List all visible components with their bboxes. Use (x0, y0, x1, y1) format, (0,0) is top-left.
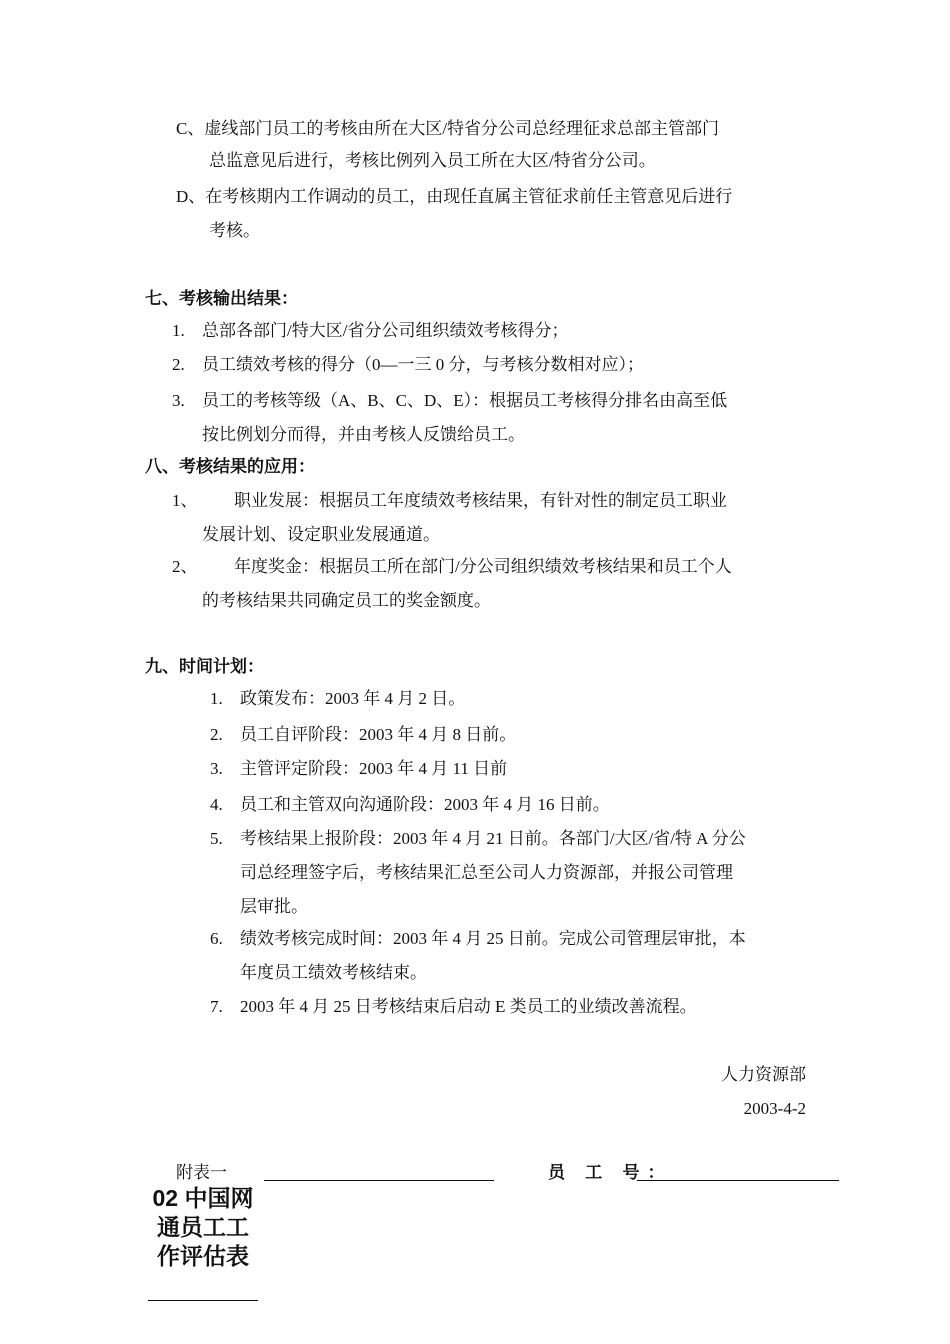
section9-item-5-cont: 司总经理签字后，考核结果汇总至公司人力资源部，并报公司管理 (240, 863, 733, 882)
section7-heading: 七、考核输出结果： (145, 289, 298, 308)
list-text: 员工和主管双向沟通阶段：2003 年 4 月 16 日前。 (240, 795, 610, 814)
list-number: 7. (210, 997, 223, 1016)
list-number: 1、 (172, 491, 198, 510)
section8-item-1 (172, 490, 727, 512)
section7-item-3 (172, 390, 727, 412)
name-blank-underline (264, 1180, 494, 1181)
employee-no-underline[interactable] (637, 1180, 839, 1181)
list-text: 2003 年 4 月 25 日考核结束后启动 E 类员工的业绩改善流程。 (240, 997, 697, 1016)
list-number: 2. (172, 355, 185, 374)
form-title-underline (148, 1300, 258, 1301)
section9-item-6-cont: 年度员工绩效考核结束。 (240, 963, 427, 982)
section6-item-c: C、虚线部门员工的考核由所在大区/特省分公司总经理征求总部主管部门 (176, 119, 720, 138)
section8-item-1-cont: 发展计划、设定职业发展通道。 (202, 525, 440, 544)
section8-item-2 (172, 556, 732, 578)
section9-item-2 (210, 724, 516, 746)
section6-item-d-cont: 考核。 (209, 221, 260, 240)
list-text: 考核结果上报阶段：2003 年 4 月 21 日前。各部门/大区/省/特 A 分公 (240, 829, 746, 848)
list-text: 员工绩效考核的得分（0—一三 0 分，与考核分数相对应）； (202, 355, 644, 374)
list-number: 3. (172, 391, 185, 410)
section8-heading: 八、考核结果的应用： (145, 457, 315, 476)
section7-item-1 (172, 320, 568, 342)
list-number: 5. (210, 829, 223, 848)
signature-department: 人力资源部 (721, 1065, 806, 1084)
section9-item-4 (210, 794, 610, 816)
section7-item-3-cont: 按比例划分而得，并由考核人反馈给员工。 (202, 425, 525, 444)
section9-heading: 九、时间计划： (145, 657, 264, 676)
appendix-label: 附表一 (176, 1163, 227, 1182)
section6-item-c-cont: 总监意见后进行，考核比例列入员工所在大区/特省分公司。 (209, 151, 656, 170)
section9-item-5-cont2: 层审批。 (240, 897, 308, 916)
list-number: 2. (210, 725, 223, 744)
list-text: 员工的考核等级（A、B、C、D、E）：根据员工考核得分排名由高至低 (202, 391, 728, 410)
list-text: 职业发展：根据员工年度绩效考核结果，有针对性的制定员工职业 (234, 491, 727, 510)
list-text: 总部各部门/特大区/省分公司组织绩效考核得分； (202, 321, 569, 340)
section9-item-1 (210, 688, 465, 710)
list-number: 2、 (172, 557, 198, 576)
section9-item-3 (210, 758, 507, 780)
signature-date: 2003-4-2 (743, 1099, 806, 1118)
list-text: 绩效考核完成时间：2003 年 4 月 25 日前。完成公司管理层审批，本 (240, 929, 746, 948)
list-number: 3. (210, 759, 223, 778)
list-number: 1. (172, 321, 185, 340)
list-number: 6. (210, 929, 223, 948)
section9-item-6 (210, 928, 746, 950)
section9-item-7 (210, 996, 697, 1018)
list-number: 1. (210, 689, 223, 708)
section6-item-d: D、在考核期内工作调动的员工，由现任直属主管征求前任主管意见后进行 (176, 187, 733, 206)
employee-no-label: 员 工 号： (548, 1163, 673, 1182)
list-number: 4. (210, 795, 223, 814)
list-text: 员工自评阶段：2003 年 4 月 8 日前。 (240, 725, 517, 744)
section9-item-5 (210, 828, 746, 850)
list-text: 政策发布：2003 年 4 月 2 日。 (240, 689, 466, 708)
section8-item-2-cont: 的考核结果共同确定员工的奖金额度。 (202, 591, 491, 610)
section7-item-2 (172, 354, 644, 376)
list-text: 年度奖金：根据员工所在部门/分公司组织绩效考核结果和员工个人 (234, 557, 732, 576)
list-text: 主管评定阶段：2003 年 4 月 11 日前 (240, 759, 508, 778)
form-title: 02 中国网通员工工作评估表 (152, 1185, 254, 1269)
